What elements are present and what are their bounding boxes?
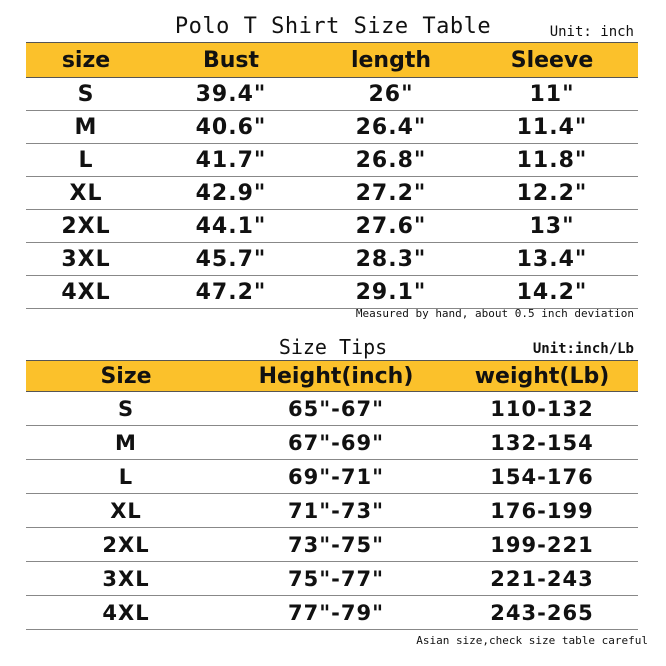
weight-cell: 154-176 [446,460,638,494]
weight-cell: 110-132 [446,392,638,426]
sleeve-cell: 13" [466,210,638,243]
table-row [26,494,638,528]
size-cell: M [26,111,146,144]
asian-size-note: Asian size,check size table careful [416,634,648,647]
size-tips-unit: Unit:inch/Lb [532,341,634,357]
length-cell: 26.4" [316,111,466,144]
length-cell: 27.6" [316,210,466,243]
size-cell: S [26,392,226,426]
table-row [26,596,638,630]
weight-cell: 176-199 [446,494,638,528]
size-cell: XL [26,494,226,528]
table-row [26,177,638,210]
size-cell: 3XL [26,243,146,276]
sleeve-cell: 13.4" [466,243,638,276]
size-cell: M [26,426,226,460]
size-cell: 4XL [26,596,226,630]
height-cell: 73"-75" [226,528,446,562]
table-row [26,210,638,243]
header-size: Size [26,361,226,392]
header-weight: weight(Lb) [446,361,638,392]
height-cell: 69"-71" [226,460,446,494]
height-cell: 77"-79" [226,596,446,630]
size-cell: S [26,78,146,111]
size-cell: XL [26,177,146,210]
size-cell: 3XL [26,562,226,596]
weight-cell: 221-243 [446,562,638,596]
height-cell: 71"-73" [226,494,446,528]
table-row [26,111,638,144]
size-table-title: Polo T Shirt Size Table [174,14,492,39]
table-row [26,78,638,111]
size-tips-table [26,360,638,630]
length-cell: 28.3" [316,243,466,276]
bust-cell: 40.6" [146,111,316,144]
size-cell: 2XL [26,528,226,562]
size-cell: L [26,460,226,494]
header-size: size [26,43,146,78]
length-cell: 26" [316,78,466,111]
size-cell: 4XL [26,276,146,309]
table-row [26,392,638,426]
height-cell: 75"-77" [226,562,446,596]
header-length: length [316,43,466,78]
height-cell: 67"-69" [226,426,446,460]
sleeve-cell: 11" [466,78,638,111]
size-table [26,42,638,309]
table-row [26,243,638,276]
weight-cell: 243-265 [446,596,638,630]
weight-cell: 199-221 [446,528,638,562]
bust-cell: 42.9" [146,177,316,210]
sleeve-cell: 12.2" [466,177,638,210]
bust-cell: 44.1" [146,210,316,243]
weight-cell: 132-154 [446,426,638,460]
size-cell: 2XL [26,210,146,243]
bust-cell: 39.4" [146,78,316,111]
sleeve-cell: 14.2" [466,276,638,309]
size-table-unit: Unit: inch [549,24,634,40]
table-row [26,426,638,460]
length-cell: 27.2" [316,177,466,210]
height-cell: 65"-67" [226,392,446,426]
bust-cell: 41.7" [146,144,316,177]
length-cell: 26.8" [316,144,466,177]
table-row [26,528,638,562]
size-cell: L [26,144,146,177]
table-row [26,460,638,494]
table-row [26,276,638,309]
size-table-header-row [26,43,638,78]
header-sleeve: Sleeve [466,43,638,78]
bust-cell: 45.7" [146,243,316,276]
bust-cell: 47.2" [146,276,316,309]
measurement-note: Measured by hand, about 0.5 inch deviation [355,307,634,320]
size-tips-header-row [26,361,638,392]
header-bust: Bust [146,43,316,78]
header-height: Height(inch) [226,361,446,392]
table-row [26,144,638,177]
length-cell: 29.1" [316,276,466,309]
sleeve-cell: 11.8" [466,144,638,177]
size-tips-title: Size Tips [278,335,388,359]
sleeve-cell: 11.4" [466,111,638,144]
table-row [26,562,638,596]
